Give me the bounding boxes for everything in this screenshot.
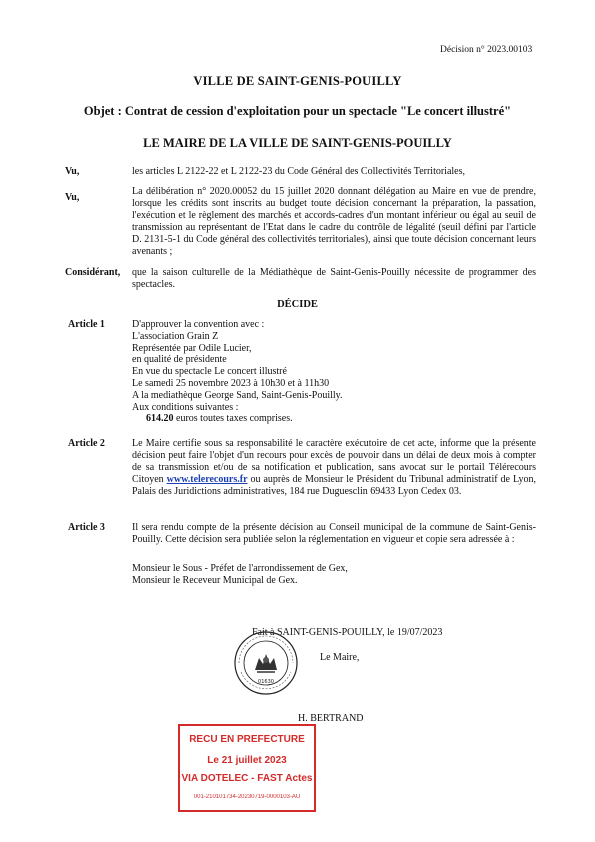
article2-label: Article 2 — [68, 438, 105, 449]
considerant-text: que la saison culturelle de la Médiathèque de Saint-Genis-Pouilly nécessite de programmer des spectacles. — [132, 267, 536, 290]
vu-text-2: La délibération n° 2020.00052 du 15 juillet 2020 donnant délégation au Maire en vue de prendre, lorsque les crédits sont inscrits au budget toute décision concernant la préparation, la passation, l'exécution et le règlement des marchés et accords-cadres d'un montant inférieur ou égal au seuil de transmission au représentant de l'Etat dans le cadre du contrôle de légalité (seuil défini par l'article D. 2131-5-1 du Code général des collectivités territoriales), ainsi que toute décision concernant leurs avenants ; — [132, 186, 536, 257]
stamp-line-1: RECU EN PREFECTURE — [189, 734, 305, 745]
prefecture-stamp — [178, 724, 316, 812]
article1-amount-line — [132, 413, 343, 425]
authority-heading: LE MAIRE DE LA VILLE DE SAINT-GENIS-POUILLY — [143, 136, 452, 150]
article1-amount: 614.20 — [146, 413, 174, 425]
signatory-name: H. BERTRAND — [298, 713, 364, 724]
vu-text-1: les articles L 2122-22 et L 2122-23 du Code Général des Collectivités Territoriales, — [132, 166, 466, 177]
article2-text-before: Le Maire certifie sous sa responsabilité le caractère exécutoire de cet acte, informe que la présente décision peut faire l'objet d'un recours pour excès de pouvoir dans un délai de deux mois à compter de sa transmission et/ou de sa notification et publication, sans avocat sur le portail Télérecours Citoyen — [132, 438, 536, 485]
article1-line: L'association Grain Z — [132, 330, 219, 342]
stamp-line-3: VIA DOTELEC - FAST Actes — [181, 773, 313, 784]
recipient-line: Monsieur le Sous - Préfet de l'arrondissement de Gex, — [132, 563, 348, 574]
article1-amount-suffix: euros toutes taxes comprises. — [176, 413, 293, 425]
seal-code: 01630 — [258, 679, 274, 685]
article1-line: Aux conditions suivantes : — [132, 401, 239, 413]
article1-line: en qualité de présidente — [132, 354, 227, 366]
article1-line: En vue du spectacle Le concert illustré — [132, 366, 287, 378]
stamp-line-2: Le 21 juillet 2023 — [207, 755, 287, 766]
vu-label-2: Vu, — [65, 192, 80, 203]
article1-line: D'approuver la convention avec : — [132, 319, 265, 330]
le-maire-line: Le Maire, — [320, 652, 360, 663]
telerecours-link[interactable]: www.telerecours.fr — [166, 474, 248, 485]
fait-a-line: Fait à SAINT-GENIS-POUILLY, le 19/07/2023 — [252, 627, 443, 638]
article2-text — [132, 438, 536, 498]
city-heading: VILLE DE SAINT-GENIS-POUILLY — [193, 74, 402, 88]
stamp-line-4: 001-210101734-20230719-0000103-AU — [193, 794, 301, 800]
article1-line: Le samedi 25 novembre 2023 à 10h30 et à 11h30 — [132, 377, 330, 389]
article1-line: A la mediathèque George Sand, Saint-Genis-Pouilly. — [132, 389, 343, 401]
article3-recipients — [132, 563, 348, 587]
recipient-line: Monsieur le Receveur Municipal de Gex. — [132, 575, 298, 586]
objet-heading: Objet : Contrat de cession d'exploitation pour un spectacle "Le concert illustré" — [83, 104, 512, 118]
article1-body — [132, 319, 343, 425]
decision-number: Décision n° 2023.00103 — [440, 45, 533, 55]
seal-icon — [233, 630, 299, 696]
article3-text: Il sera rendu compte de la présente décision au Conseil municipal de la commune de Saint-Genis-Pouilly. Cette décision sera publiée selon la réglementation en vigueur et copie sera adressée à : — [132, 522, 536, 545]
vu-label-1: Vu, — [65, 166, 80, 177]
municipal-seal — [233, 630, 299, 696]
article1-line: Représentée par Odile Lucier, — [132, 342, 252, 354]
considerant-label: Considérant, — [65, 267, 121, 278]
decide-heading: DÉCIDE — [277, 299, 318, 310]
article1-label: Article 1 — [68, 319, 105, 330]
article2-text-after: ou auprès de Monsieur le Président du Tribunal administratif de Lyon, Palais des Juridictions administratives, 184 rue Duguesclin 69433 Lyon Cedex 03. — [132, 474, 536, 497]
article3-label: Article 3 — [68, 522, 105, 533]
